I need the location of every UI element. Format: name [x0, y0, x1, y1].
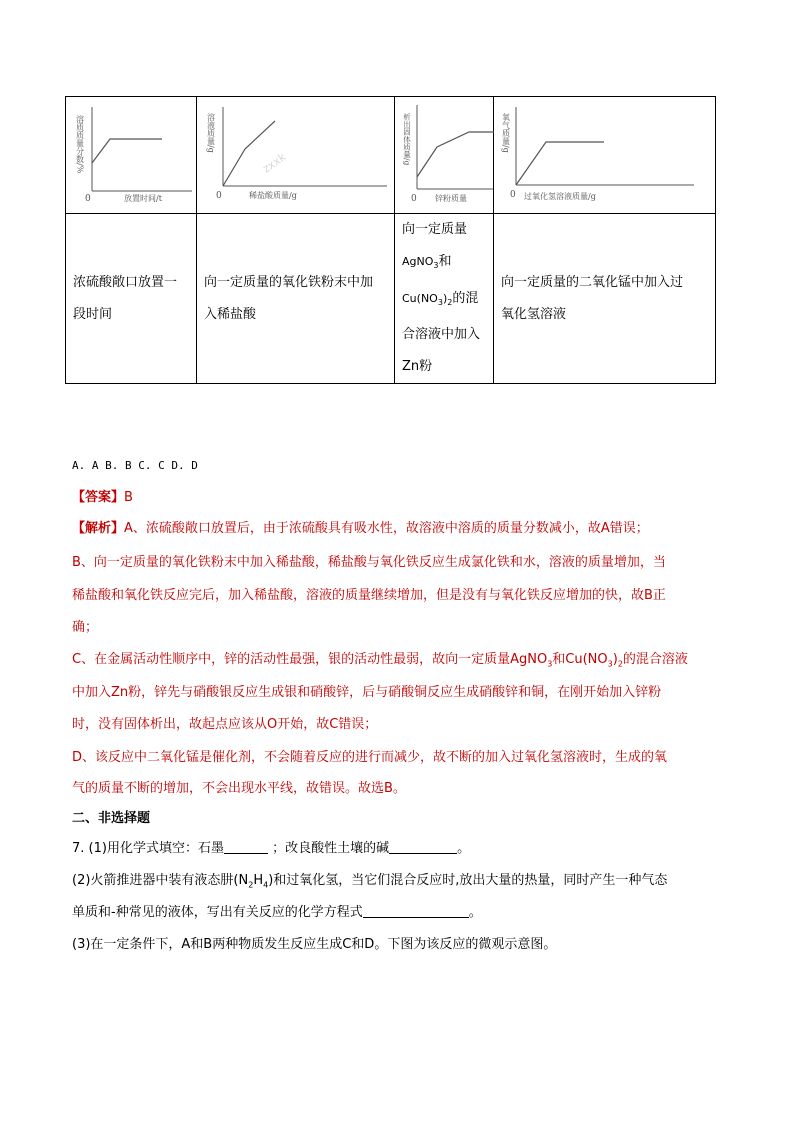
graph-a-origin: 0 — [85, 194, 91, 204]
graph-b — [197, 97, 395, 213]
desc-d — [494, 214, 716, 384]
analysis-text: A、浓硫酸敞口放置后，由于浓硫酸具有吸水性，故溶液中溶质的质量分数减小，故A错误； — [124, 521, 649, 536]
desc-a-line: 段时间 — [73, 306, 113, 322]
q7-part2 — [72, 869, 667, 890]
q7-text: 。 — [468, 905, 482, 920]
q7-text: 。 — [457, 841, 471, 856]
q7-part3: (3)在一定条件下，A和B两种物质发生反应生成C和D。下图为该反应的微观示意图。 — [72, 937, 557, 952]
analysis-line-2: B、向一定质量的氧化铁粉末中加入稀盐酸，稀盐酸与氧化铁反应生成氯化铁和水，溶液的质量增加，当 — [72, 555, 666, 570]
desc-a-line: 浓硫酸敞口放置一 — [73, 274, 178, 290]
subscript: 3 — [607, 659, 613, 669]
subscript: 2 — [617, 659, 623, 669]
graph-d-origin: 0 — [510, 190, 516, 200]
desc-c — [395, 214, 494, 384]
graph-b-ylabel: 溶液质量/g — [206, 113, 216, 153]
q7-text: )和过氧化氢，当它们混合反应时,放出大量的热量，同时产生一种气态 — [268, 873, 668, 888]
graph-cell-a — [66, 97, 197, 214]
analysis-line-7: 时，没有固体析出，故起点应该从O开始，故C错误； — [72, 717, 378, 732]
graph-c — [395, 97, 494, 213]
desc-b-line: 向一定质量的氧化铁粉末中加 — [204, 274, 374, 290]
text: ) — [442, 291, 448, 305]
analysis-line-9: 气的质量不断的增加，不会出现水平线，故错误。故选B。 — [72, 781, 406, 796]
analysis-line-5 — [72, 648, 688, 669]
q7-text: 单质和-种常见的液体，写出有关反应的化学方程式 — [72, 905, 363, 920]
desc-b-line: 入稀盐酸 — [204, 306, 257, 322]
q7-part2-cont — [72, 901, 482, 920]
desc-b — [197, 214, 395, 384]
subscript: 2 — [447, 297, 453, 307]
graph-cell-d — [494, 97, 716, 214]
graph-c-xlabel: 锌粉质量 — [435, 194, 467, 203]
graph-d — [494, 97, 716, 213]
desc-d-line: 向一定质量的二氧化锰中加入过 — [501, 274, 684, 290]
analysis-label: 【解析】 — [72, 521, 125, 536]
analysis-line-8: D、该反应中二氧化锰是催化剂，不会随着反应的进行而减少，故不断的加入过氧化氢溶液时，生成的氧 — [72, 750, 668, 765]
answer-blank[interactable] — [389, 840, 457, 854]
analysis-text: ) — [612, 652, 618, 667]
graph-c-ylabel: 析出固体质量/g — [402, 113, 412, 166]
formula-cuno3: Cu(NO — [402, 291, 438, 305]
formula-agno3: AgNO — [402, 255, 434, 269]
desc-c-line: Zn粉 — [402, 358, 433, 374]
analysis-text: C、在金属活动性顺序中，锌的活动性最强，银的活动性最弱，故向一定质量AgNO — [72, 652, 548, 667]
graph-a — [66, 97, 197, 213]
subscript: 3 — [437, 297, 443, 307]
desc-d-line: 氧化氢溶液 — [501, 306, 567, 322]
analysis-line-6: 中加入Zn粉，锌先与硝酸银反应生成银和硝酸锌，后与硝酸铜反应生成硝酸锌和铜，在刚开始加入锌粉 — [72, 685, 662, 700]
analysis-line-1 — [72, 517, 649, 536]
q7-part1 — [72, 837, 470, 856]
answer-options: A. A B. B C. C D. D — [72, 459, 198, 472]
subscript: 4 — [263, 880, 269, 890]
analysis-line-3: 稀盐酸和氧化铁反应完后，加入稀盐酸，溶液的质量继续增加，但是没有与氧化铁反应增加的快，故B正 — [72, 588, 666, 603]
desc-c-line: 向一定质量 — [402, 222, 468, 238]
text: 和 — [438, 254, 452, 270]
subscript: 3 — [547, 659, 553, 669]
analysis-line-4: 确； — [72, 620, 99, 635]
graph-b-xlabel: 稀盐酸质量/g — [249, 191, 297, 200]
q7-text: ；改良酸性土壤的碱 — [267, 841, 390, 856]
q7-text: (2)火箭推进器中装有液态肼(N — [72, 873, 249, 888]
text: 的混 — [452, 290, 479, 306]
graph-c-origin: 0 — [411, 194, 417, 204]
graph-a-xlabel: 放置时间/t — [124, 194, 162, 203]
answer-value: B — [124, 490, 133, 505]
answer-blank[interactable] — [363, 904, 469, 918]
desc-a — [66, 214, 197, 384]
answer-label: 【答案】 — [72, 490, 125, 505]
question-table — [65, 96, 716, 384]
desc-c-line — [402, 283, 489, 319]
answer-line — [72, 486, 133, 505]
analysis-text: 的混合溶液 — [622, 652, 688, 667]
section-heading: 二、非选择题 — [72, 811, 151, 826]
graph-b-origin: 0 — [216, 191, 222, 201]
subscript: 2 — [248, 880, 254, 890]
answer-blank[interactable] — [224, 840, 268, 854]
graph-d-ylabel: 氧气质量/g — [501, 113, 511, 153]
graph-cell-c — [395, 97, 494, 214]
graph-cell-b — [197, 97, 395, 214]
graph-a-ylabel: 溶质质量分数/% — [75, 115, 85, 174]
q7-text: 7. (1)用化学式填空：石墨 — [72, 841, 224, 856]
graph-b-watermark: zxxk — [260, 150, 289, 176]
subscript: 3 — [433, 261, 439, 271]
desc-c-line: 合溶液中加入 — [402, 326, 481, 342]
desc-c-line — [402, 246, 489, 282]
analysis-text: 和Cu(NO — [552, 652, 608, 667]
graph-d-xlabel: 过氧化氢溶液质量/g — [524, 192, 596, 201]
q7-text: H — [253, 873, 264, 888]
